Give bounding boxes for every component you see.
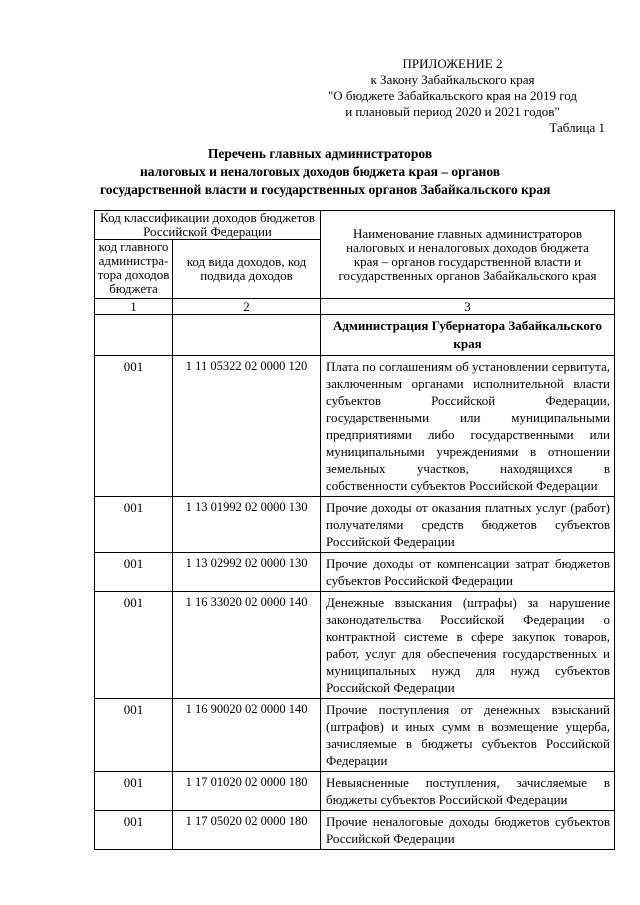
revenue-code-cell: 1 16 90020 02 0000 140	[173, 699, 321, 772]
annex-header	[300, 56, 605, 136]
admin-code-cell: 001	[95, 553, 173, 592]
revenue-code-cell: 1 17 01020 02 0000 180	[173, 772, 321, 811]
section-empty-cell	[173, 315, 321, 356]
header-revenue-code: код вида доходов, код подвида доходов	[173, 240, 321, 299]
section-title: Администрация Губернатора Забайкальского края	[321, 315, 615, 356]
annex-title: ПРИЛОЖЕНИЕ 2	[402, 56, 503, 71]
admin-code-cell: 001	[95, 811, 173, 850]
document-title	[100, 145, 551, 199]
revenue-code-cell: 1 17 05020 02 0000 180	[173, 811, 321, 850]
table-row	[95, 592, 615, 699]
revenue-name-cell: Прочие доходы от оказания платных услуг (работ) получателями средств бюджетов субъектов Российской Федерации	[321, 497, 615, 553]
table-row	[95, 811, 615, 850]
table-number: Таблица 1	[549, 120, 605, 135]
header-classification: Код классификации доходов бюджетов Российской Федерации	[95, 211, 321, 240]
table-row	[95, 553, 615, 592]
administrators-table	[94, 210, 615, 850]
revenue-name-cell: Плата по соглашениям об установлении сервитута, заключенным органами исполнительной власти субъектов Российской Федерации, государственными или муниципальными предприятиями либо государственными или муниципальными учреждениями в отношении земельных участков, находящихся в собственности субъектов Российской Федерации	[321, 356, 615, 497]
admin-code-cell: 001	[95, 356, 173, 497]
title-line-1: Перечень главных администраторов	[207, 146, 433, 161]
column-number-3: 3	[321, 299, 615, 315]
table-row	[95, 772, 615, 811]
admin-code-cell: 001	[95, 497, 173, 553]
column-number-1: 1	[95, 299, 173, 315]
column-number-2: 2	[173, 299, 321, 315]
table-row	[95, 497, 615, 553]
revenue-code-cell: 1 13 01992 02 0000 130	[173, 497, 321, 553]
revenue-name-cell: Денежные взыскания (штрафы) за нарушение законодательства Российской Федерации о контрактной системе в сфере закупок товаров, работ, услуг для обеспечения государственных и муниципальных нужд для нужд субъектов Российской Федерации	[321, 592, 615, 699]
annex-line-2: "О бюджете Забайкальского края на 2019 год	[327, 88, 578, 103]
annex-line-3: и плановый период 2020 и 2021 годов"	[345, 104, 560, 119]
revenue-name-cell: Прочие поступления от денежных взысканий (штрафов) и иных сумм в возмещение ущерба, зачисляемые в бюджеты субъектов Российской Федерации	[321, 699, 615, 772]
revenue-name-cell: Невыясненные поступления, зачисляемые в бюджеты субъектов Российской Федерации	[321, 772, 615, 811]
title-line-3: государственной власти и государственных органов Забайкальского края	[100, 182, 551, 197]
revenue-code-cell: 1 16 33020 02 0000 140	[173, 592, 321, 699]
annex-line-1: к Закону Забайкальского края	[370, 72, 535, 87]
title-line-2: налоговых и неналоговых доходов бюджета края – органов	[139, 164, 501, 179]
table-row	[95, 356, 615, 497]
column-numbers-row	[95, 299, 615, 315]
admin-code-cell: 001	[95, 772, 173, 811]
revenue-code-cell: 1 13 02992 02 0000 130	[173, 553, 321, 592]
revenue-name-cell: Прочие доходы от компенсации затрат бюджетов субъектов Российской Федерации	[321, 553, 615, 592]
section-row	[95, 315, 615, 356]
admin-code-cell: 001	[95, 699, 173, 772]
header-name: Наименование главных администраторов налоговых и неналоговых доходов бюджета края – органов государственной власти и государственных органов Забайкальского края	[321, 211, 615, 299]
header-admin-code: код главного администра-тора доходов бюджета	[95, 240, 173, 299]
admin-code-cell: 001	[95, 592, 173, 699]
revenue-code-cell: 1 11 05322 02 0000 120	[173, 356, 321, 497]
table-row	[95, 699, 615, 772]
revenue-name-cell: Прочие неналоговые доходы бюджетов субъектов Российской Федерации	[321, 811, 615, 850]
section-empty-cell	[95, 315, 173, 356]
